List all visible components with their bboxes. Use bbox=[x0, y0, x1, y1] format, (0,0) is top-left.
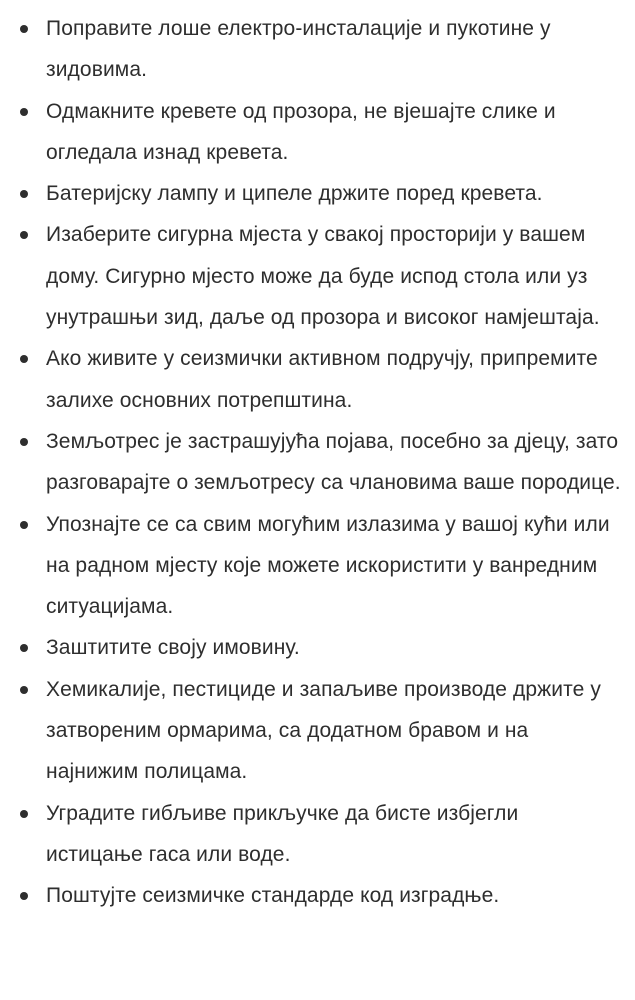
bullet-icon bbox=[20, 686, 28, 694]
list-item-text: Земљотрес је застрашујућа појава, посебно за дјецу, зато разговарајте о земљотресу са члановима ваше породице. bbox=[46, 429, 621, 495]
list-item bbox=[0, 793, 635, 876]
bullet-icon bbox=[20, 810, 28, 818]
list-item-text: Изаберите сигурна мјеста у свакој просторији у вашем дому. Сигурно мјесто може да буде испод стола или уз унутрашњи зид, даље од прозора и високог намјештаја. bbox=[46, 223, 600, 330]
list-item bbox=[0, 91, 635, 174]
bullet-icon bbox=[20, 25, 28, 33]
bullet-icon bbox=[20, 355, 28, 363]
list-item-text: Заштитите своју имовину. bbox=[46, 636, 300, 660]
list-item bbox=[0, 214, 635, 338]
bullet-icon bbox=[20, 231, 28, 239]
list-item bbox=[0, 875, 635, 916]
bullet-icon bbox=[20, 108, 28, 116]
list-item bbox=[0, 8, 635, 91]
list-item bbox=[0, 627, 635, 668]
list-item-text: Хемикалије, пестициде и запаљиве производе држите у затвореним ормарима, са додатном бравом и на најнижим полицама. bbox=[46, 677, 601, 784]
bullet-icon bbox=[20, 190, 28, 198]
list-item bbox=[0, 421, 635, 504]
list-item bbox=[0, 338, 635, 421]
list-item-text: Уградите гибљиве прикључке да бисте избјегли истицање гаса или воде. bbox=[46, 801, 519, 866]
bullet-icon bbox=[20, 438, 28, 446]
list-item-text: Ако живите у сеизмички активном подручју, припремите залихе основних потрепштина. bbox=[46, 347, 598, 412]
bullet-icon bbox=[20, 644, 28, 652]
list-item-text: Упознајте се са свим могућим излазима у вашој кући или на радном мјесту које можете искористити у ванредним ситуацијама. bbox=[46, 512, 610, 619]
list-item bbox=[0, 669, 635, 793]
bullet-icon bbox=[20, 521, 28, 529]
list-item-text: Поштујте сеизмичке стандарде код изградње. bbox=[46, 884, 500, 908]
list-item bbox=[0, 173, 635, 214]
list-item-text: Поправите лоше електро-инсталације и пукотине у зидовима. bbox=[46, 17, 551, 82]
list-item-text: Одмакните кревете од прозора, не вјешајте слике и огледала изнад кревета. bbox=[46, 99, 556, 164]
list-item bbox=[0, 504, 635, 628]
bullet-list bbox=[0, 8, 635, 917]
bullet-icon bbox=[20, 892, 28, 900]
list-item-text: Батеријску лампу и ципеле држите поред кревета. bbox=[46, 182, 543, 206]
